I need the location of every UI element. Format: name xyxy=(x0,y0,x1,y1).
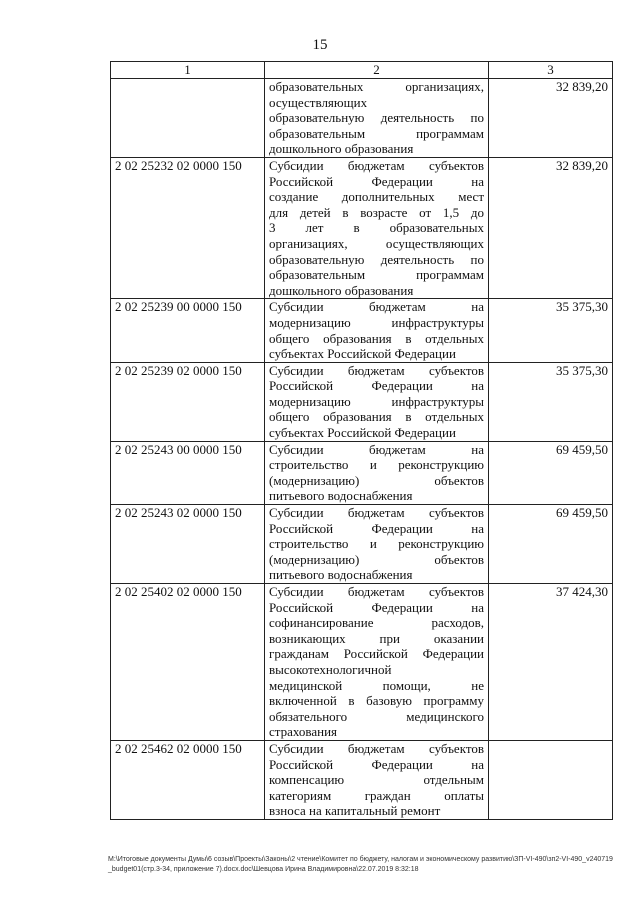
description-line: (модернизацию) объектов xyxy=(269,551,484,567)
budget-code-cell: 2 02 25239 02 0000 150 xyxy=(111,362,265,441)
description-line: создание дополнительных мест xyxy=(269,189,484,205)
description-line: Субсидии бюджетам субъектов xyxy=(269,740,484,756)
amount-cell: 32 839,20 xyxy=(489,79,613,158)
description-line: Российской Федерации на xyxy=(269,173,484,189)
table-row xyxy=(111,157,613,298)
description-line: образовательных организациях, xyxy=(269,79,484,94)
description-cell xyxy=(265,441,489,504)
description-line: дошкольного образования xyxy=(269,282,414,298)
description-line: (модернизацию) объектов xyxy=(269,472,484,488)
description-line: Субсидии бюджетам субъектов xyxy=(269,584,484,599)
table-header xyxy=(111,62,613,79)
description-line: гражданам Российской Федерации xyxy=(269,646,484,662)
description-cell xyxy=(265,362,489,441)
amount-cell: 32 839,20 xyxy=(489,157,613,298)
description-line: Российской Федерации на xyxy=(269,520,484,536)
description-cell xyxy=(265,584,489,741)
description-line: субъектах Российской Федерации xyxy=(269,346,456,362)
budget-code-cell: 2 02 25232 02 0000 150 xyxy=(111,157,265,298)
description-line: Российской Федерации на xyxy=(269,756,484,772)
header-col-1: 1 xyxy=(111,62,265,79)
description-line: дошкольного образования xyxy=(269,141,414,157)
description-line: образовательным программам xyxy=(269,125,484,141)
description-line: образовательным программам xyxy=(269,267,484,283)
table-row xyxy=(111,299,613,362)
description-line: строительство и реконструкцию xyxy=(269,536,484,552)
header-row xyxy=(111,62,613,79)
table-row xyxy=(111,79,613,158)
description-line: субъектах Российской Федерации xyxy=(269,425,456,441)
budget-code-cell xyxy=(111,79,265,158)
description-line: осуществляющих xyxy=(269,94,368,110)
description-line: компенсацию отдельным xyxy=(269,772,484,788)
description-line: софинансирование расходов, xyxy=(269,615,484,631)
description-line: Субсидии бюджетам субъектов xyxy=(269,362,484,378)
budget-code-cell: 2 02 25243 02 0000 150 xyxy=(111,505,265,584)
description-line: Субсидии бюджетам субъектов xyxy=(269,157,484,173)
description-cell xyxy=(265,505,489,584)
description-line: возникающих при оказании xyxy=(269,630,484,646)
description-line: высокотехнологичной xyxy=(269,661,392,677)
description-line: питьевого водоснабжения xyxy=(269,488,413,504)
amount-cell: 35 375,30 xyxy=(489,299,613,362)
description-line: питьевого водоснабжения xyxy=(269,567,413,583)
description-line: Субсидии бюджетам субъектов xyxy=(269,505,484,521)
description-line: для детей в возрасте от 1,5 до xyxy=(269,204,484,220)
budget-code-cell: 2 02 25239 00 0000 150 xyxy=(111,299,265,362)
amount-cell: 69 459,50 xyxy=(489,505,613,584)
description-cell xyxy=(265,157,489,298)
description-line: образовательную деятельность по xyxy=(269,110,484,126)
description-line: включенной в базовую программу xyxy=(269,693,484,709)
description-line: Субсидии бюджетам на xyxy=(269,299,484,315)
description-line: взноса на капитальный ремонт xyxy=(269,803,441,819)
table-row xyxy=(111,362,613,441)
table-row xyxy=(111,441,613,504)
budget-table xyxy=(110,61,613,820)
description-line: Субсидии бюджетам на xyxy=(269,441,484,457)
description-line: модернизацию инфраструктуры xyxy=(269,314,484,330)
description-line: строительство и реконструкцию xyxy=(269,457,484,473)
amount-cell: 69 459,50 xyxy=(489,441,613,504)
description-cell xyxy=(265,740,489,819)
description-line: Российской Федерации на xyxy=(269,599,484,615)
table-row xyxy=(111,505,613,584)
budget-code-cell: 2 02 25402 02 0000 150 xyxy=(111,584,265,741)
description-cell xyxy=(265,299,489,362)
description-line: Российской Федерации на xyxy=(269,378,484,394)
page-number: 15 xyxy=(312,37,328,53)
amount-cell: 35 375,30 xyxy=(489,362,613,441)
description-line: модернизацию инфраструктуры xyxy=(269,393,484,409)
description-line: 3 лет в образовательных xyxy=(269,220,484,236)
description-line: категориям граждан оплаты xyxy=(269,787,484,803)
table-body xyxy=(111,79,613,820)
footer-file-path: М:\Итоговые документы Думы\6 созыв\Проекты\Законы\2 чтение\Комитет по бюджету, налогам и экономическому развитию\ЗП-VI-490\зп2-VI-490_v240719_budget01(стр.3-34, приложение 7).docx.doc\Шевцова Ирина Владимировна\22.07.2019 8:32:18 xyxy=(108,856,613,873)
description-line: образовательную деятельность по xyxy=(269,251,484,267)
table-row xyxy=(111,740,613,819)
budget-code-cell: 2 02 25243 00 0000 150 xyxy=(111,441,265,504)
description-line: медицинской помощи, не xyxy=(269,677,484,693)
description-cell xyxy=(265,79,489,158)
table-row xyxy=(111,584,613,741)
description-line: страхования xyxy=(269,724,338,740)
budget-code-cell: 2 02 25462 02 0000 150 xyxy=(111,740,265,819)
description-line: обязательного медицинского xyxy=(269,708,484,724)
amount-cell: 37 424,30 xyxy=(489,584,613,741)
description-line: общего образования в отдельных xyxy=(269,409,484,425)
description-line: организациях, осуществляющих xyxy=(269,235,484,251)
description-line: общего образования в отдельных xyxy=(269,330,484,346)
header-col-2: 2 xyxy=(265,62,489,79)
header-col-3: 3 xyxy=(489,62,613,79)
amount-cell xyxy=(489,740,613,819)
